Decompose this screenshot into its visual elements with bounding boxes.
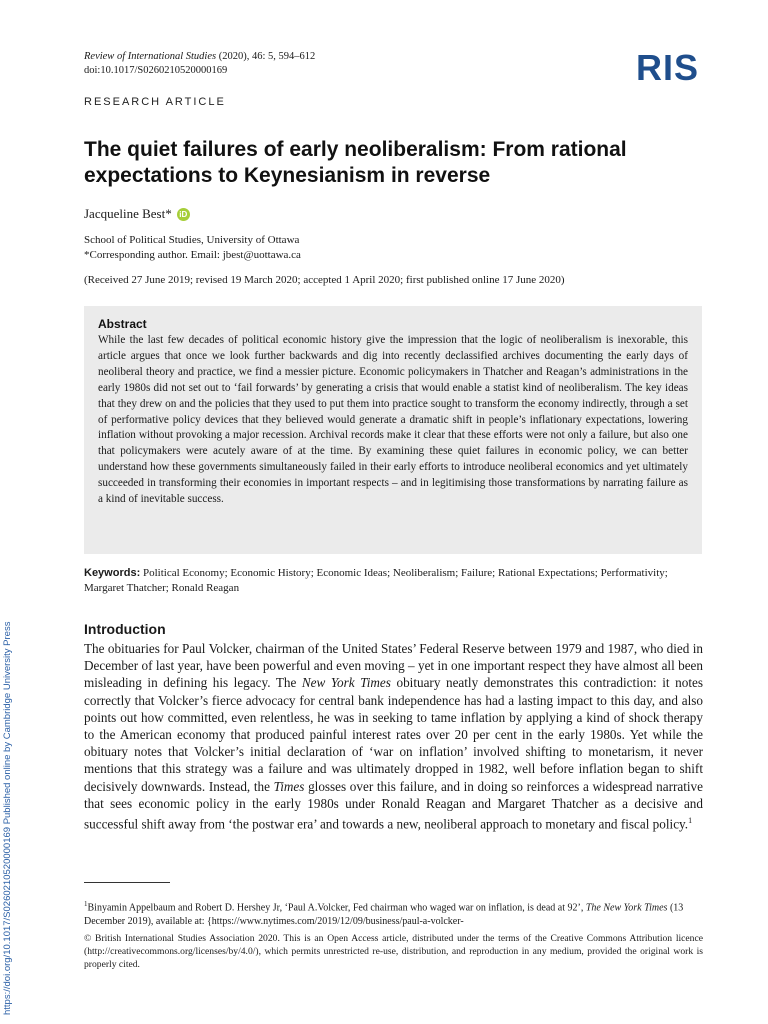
footnote-text-1: Binyamin Appelbaum and Robert D. Hershey Jr, ‘Paul A.Volcker, Fed chairman who waged war on inflation, is dead at 92’, (87, 902, 586, 914)
intro-text-2: obituary neatly demonstrates this contradiction: it notes correctly that Volcker’s fierce advocacy for central bank independence has had a lasting impact to this day, and also points out how committed, even relentless, he was in seeking to tame inflation by applying a kind of shock therapy to the American economy that produced painful interest rates over 20 per cent in the early 1980s. Yet while the obituary notes that Volcker’s initial declaration of ‘war on inflation’ involved shifting to monetarism, it never mentions that this strategy was a failure and was ultimately dropped in 1982, well before inflation began to shift decisively downwards. Instead, the (84, 675, 703, 794)
intro-text-3: glosses over this failure, and in doing so reinforces a widespread narrative that sees economic policy in the early 1980s under Ronald Reagan and Margaret Thatcher as a decisive and successful shift away from ‘the postwar era’ and towards a new, neoliberal approach to monetary and fiscal policy. (84, 778, 703, 832)
affiliation-school: School of Political Studies, University of Ottawa (84, 234, 300, 246)
corresponding-author: *Corresponding author. Email: jbest@uottawa.ca (84, 249, 301, 261)
journal-volume-pages: (2020), 46: 5, 594–612 (216, 51, 316, 62)
article-title: The quiet failures of early neoliberalism: From rational expectations to Keynesianism in reverse (84, 138, 627, 187)
keywords-list: Political Economy; Economic History; Economic Ideas; Neoliberalism; Failure; Rational Expectations; Performativity; Margaret Thatcher; Ronald Reagan (84, 567, 668, 594)
journal-citation (84, 50, 315, 78)
author-name[interactable]: Jacqueline Best* (84, 206, 172, 221)
side-published-note[interactable]: https://doi.org/10.1017/S0260210520000169 Published online by Cambridge University Press (2, 621, 13, 1015)
doi-line[interactable]: doi:10.1017/S0260210520000169 (84, 65, 228, 76)
introduction-paragraph (84, 640, 703, 833)
author-line (84, 206, 190, 222)
intro-text-1: The obituaries for Paul Volcker, chairman of the United States’ Federal Reserve between 1979 and 1987, who died in December of last year, have been powerful and even moving – yet in one important respect they have almost all been misleading in defining his legacy. The (84, 641, 703, 691)
keywords-label: Keywords: (84, 567, 141, 579)
footnote-nyt: The New York Times (585, 902, 668, 914)
intro-nyt: New York Times (301, 675, 391, 691)
orcid-icon[interactable]: iD (177, 208, 190, 221)
abstract-box (84, 306, 702, 554)
license-notice: © British International Studies Association 2020. This is an Open Access article, distributed under the terms of the Creative Commons Attribution licence (http://creativecommons.org/licenses/by/4.0/), which permits unrestricted re-use, distribution, and reproduction in any medium, provided the original work is properly cited. (84, 933, 703, 970)
footnote (84, 897, 703, 929)
journal-name: Review of International Studies (84, 51, 217, 62)
intro-times: Times (273, 778, 305, 794)
keywords (84, 566, 704, 596)
article-type-label: RESEARCH ARTICLE (84, 96, 226, 108)
footnote-mark: 1 (84, 900, 88, 908)
abstract-heading: Abstract (98, 317, 147, 331)
footnote-ref[interactable]: 1 (688, 816, 693, 826)
affiliation (84, 233, 301, 263)
section-heading-introduction: Introduction (84, 621, 166, 637)
footnote-text-2[interactable]: (13 December 2019), available at: {https://www.nytimes.com/2019/12/09/business/paul-a-volcker- (84, 902, 684, 928)
footnote-divider (84, 882, 170, 883)
received-dates: (Received 27 June 2019; revised 19 March 2020; accepted 1 April 2020; first published online 17 June 2020) (84, 274, 565, 286)
journal-logo: RIS (636, 47, 700, 88)
abstract-text: While the last few decades of political economic history give the impression that the logic of neoliberalism is inexorable, this article argues that once we look further backwards and dig into recently declassified archives documenting the early days of neoliberal theory and practice, we find a messier picture. Economic policymakers in Thatcher and Reagan’s administrations in the early 1980s did not set out to ‘fail forwards’ by generating a crisis that would enable a statist kind of neoliberalism. The key ideas that they drew on and the policies that they used to put them into practice sought to transform the economy indirectly, through a set of performative policy devices that they believed would generate a dramatic shift in people’s inflationary expectations, lowering inflation without provoking a major recession. Archival records make it clear that these efforts were not only a failure, but also one that policymakers were acutely aware of at the time. By examining these quiet failures in economic policy, we can better understand how these governments simultaneously failed in their early efforts to introduce neoliberal economics and yet ultimately succeeded in transforming their economies in important respects – and in legitimising those transformations by narrating failure as a kind of inevitable success. (98, 334, 688, 506)
